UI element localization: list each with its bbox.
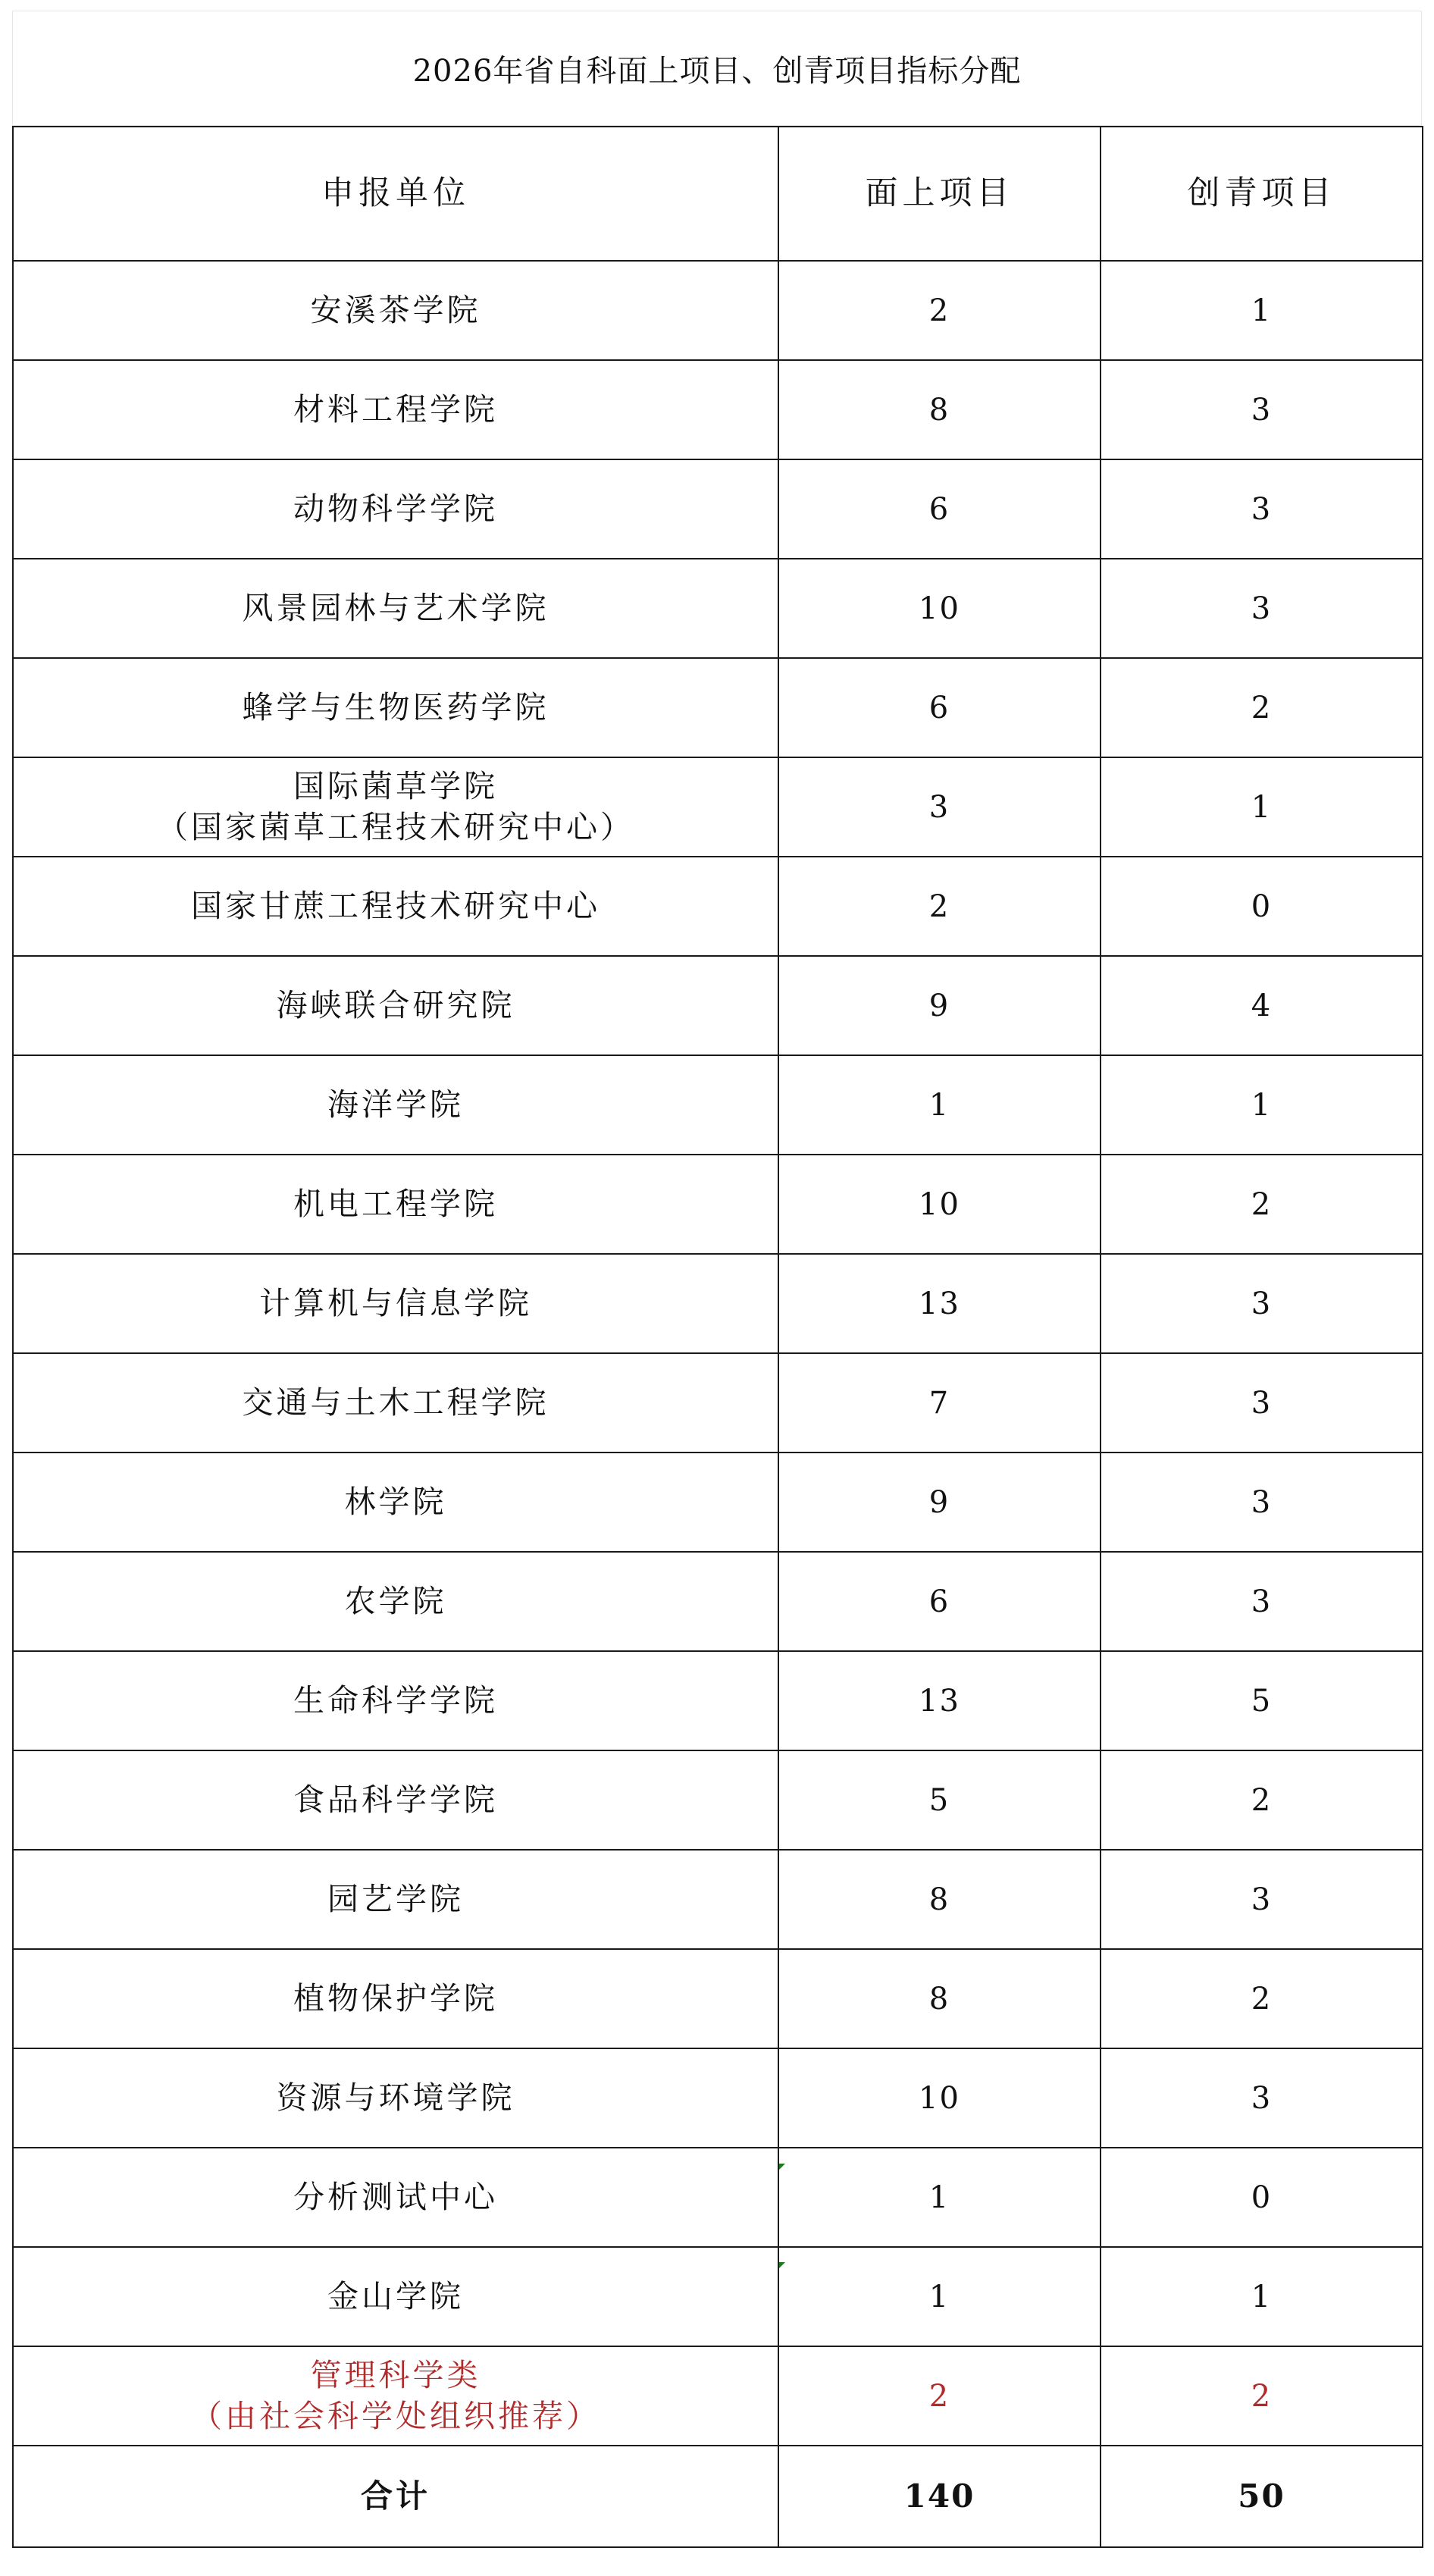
unit-name: 动物科学学院 (293, 490, 498, 527)
total-youth: 50 (1101, 2446, 1423, 2547)
unit-name: 风景园林与艺术学院 (242, 589, 549, 626)
youth-count: 0 (1101, 2148, 1423, 2247)
table-row (13, 1453, 1423, 1552)
unit-cell (13, 1453, 778, 1552)
general-count: 6 (778, 459, 1101, 559)
youth-count: 2 (1101, 1750, 1423, 1850)
unit-name: 机电工程学院 (293, 1185, 498, 1222)
unit-name: 农学院 (344, 1582, 447, 1619)
general-count: 8 (778, 360, 1101, 459)
youth-count: 2 (1101, 1155, 1423, 1254)
table-row (13, 1750, 1423, 1850)
unit-name: 海峡联合研究院 (276, 986, 515, 1023)
youth-count: 1 (1101, 261, 1423, 360)
general-count: 1 (778, 2247, 1101, 2346)
youth-count: 3 (1101, 1850, 1423, 1949)
table-row (13, 1055, 1423, 1155)
unit-cell (13, 2346, 778, 2446)
allocation-table (12, 126, 1423, 2548)
total-row (13, 2446, 1423, 2547)
unit-name: 材料工程学院 (293, 390, 498, 428)
table-row (13, 857, 1423, 956)
unit-name: 蜂学与生物医药学院 (242, 688, 549, 725)
document-sheet (12, 11, 1422, 2565)
unit-cell (13, 658, 778, 757)
general-count: 6 (778, 1552, 1101, 1651)
youth-count: 2 (1101, 658, 1423, 757)
total-label: 合计 (13, 2446, 778, 2547)
unit-cell (13, 1552, 778, 1651)
youth-count: 1 (1101, 1055, 1423, 1155)
unit-cell (13, 1651, 778, 1750)
unit-cell (13, 1353, 778, 1453)
youth-count: 3 (1101, 2048, 1423, 2148)
youth-count: 3 (1101, 459, 1423, 559)
cell-comment-marker (779, 2262, 785, 2268)
cell-comment-marker (779, 2164, 785, 2170)
general-count: 13 (778, 1254, 1101, 1353)
general-count: 2 (778, 857, 1101, 956)
unit-name-note: （由社会科学处组织推荐） (191, 2397, 600, 2434)
table-row (13, 1949, 1423, 2048)
general-count: 1 (778, 2148, 1101, 2247)
table-row (13, 658, 1423, 757)
youth-count: 2 (1101, 2346, 1423, 2446)
unit-cell (13, 2148, 778, 2247)
general-count: 10 (778, 1155, 1101, 1254)
unit-cell (13, 956, 778, 1055)
unit-name: 计算机与信息学院 (259, 1284, 532, 1321)
unit-name: 交通与土木工程学院 (242, 1384, 549, 1421)
unit-name: 食品科学学院 (293, 1781, 498, 1818)
youth-count: 3 (1101, 1254, 1423, 1353)
header-general: 面上项目 (778, 127, 1101, 261)
table-row (13, 2048, 1423, 2148)
general-count: 1 (778, 1055, 1101, 1155)
table-row-highlighted (13, 2346, 1423, 2446)
unit-cell (13, 1254, 778, 1353)
general-count: 6 (778, 658, 1101, 757)
unit-cell (13, 1949, 778, 2048)
general-count: 2 (778, 261, 1101, 360)
table-row (13, 1155, 1423, 1254)
unit-name: 分析测试中心 (293, 2178, 498, 2215)
youth-count: 3 (1101, 360, 1423, 459)
unit-cell (13, 360, 778, 459)
table-row (13, 261, 1423, 360)
unit-name: 林学院 (344, 1483, 447, 1520)
general-count: 10 (778, 559, 1101, 658)
unit-name: 国际菌草学院 (293, 768, 498, 805)
youth-count: 5 (1101, 1651, 1423, 1750)
table-row (13, 360, 1423, 459)
general-count: 8 (778, 1850, 1101, 1949)
table-row (13, 1552, 1423, 1651)
table-row (13, 459, 1423, 559)
unit-name: 生命科学学院 (293, 1681, 498, 1719)
unit-cell (13, 1055, 778, 1155)
general-count: 8 (778, 1949, 1101, 2048)
unit-cell (13, 857, 778, 956)
youth-count: 3 (1101, 1353, 1423, 1453)
general-count: 9 (778, 1453, 1101, 1552)
table-row (13, 2247, 1423, 2346)
youth-count: 2 (1101, 1949, 1423, 2048)
unit-name: 资源与环境学院 (276, 2079, 515, 2116)
table-row (13, 1850, 1423, 1949)
general-count: 10 (778, 2048, 1101, 2148)
table-row (13, 1651, 1423, 1750)
unit-cell (13, 559, 778, 658)
youth-count: 3 (1101, 1453, 1423, 1552)
general-count: 3 (778, 757, 1101, 857)
unit-name: 国家甘蔗工程技术研究中心 (191, 887, 600, 924)
unit-cell (13, 2048, 778, 2148)
table-row (13, 2148, 1423, 2247)
youth-count: 0 (1101, 857, 1423, 956)
table-row (13, 559, 1423, 658)
unit-cell (13, 261, 778, 360)
table-row (13, 1254, 1423, 1353)
youth-count: 4 (1101, 956, 1423, 1055)
unit-cell (13, 2247, 778, 2346)
unit-name: 植物保护学院 (293, 1979, 498, 2017)
unit-cell (13, 757, 778, 857)
general-count: 9 (778, 956, 1101, 1055)
general-count: 5 (778, 1750, 1101, 1850)
unit-cell (13, 1750, 778, 1850)
total-general: 140 (778, 2446, 1101, 2547)
youth-count: 1 (1101, 2247, 1423, 2346)
header-unit: 申报单位 (13, 127, 778, 261)
unit-cell (13, 459, 778, 559)
header-youth: 创青项目 (1101, 127, 1423, 261)
general-count: 7 (778, 1353, 1101, 1453)
general-count: 13 (778, 1651, 1101, 1750)
unit-name: 海洋学院 (327, 1086, 464, 1123)
unit-name: 园艺学院 (327, 1880, 464, 1917)
youth-count: 3 (1101, 559, 1423, 658)
table-row (13, 956, 1423, 1055)
unit-name: 管理科学类 (310, 2357, 481, 2394)
unit-cell (13, 1850, 778, 1949)
youth-count: 3 (1101, 1552, 1423, 1651)
table-row (13, 757, 1423, 857)
unit-name-note: （国家菌草工程技术研究中心） (157, 808, 634, 845)
table-row (13, 1353, 1423, 1453)
table-header-row (13, 127, 1423, 261)
general-count: 2 (778, 2346, 1101, 2446)
youth-count: 1 (1101, 757, 1423, 857)
unit-name: 安溪茶学院 (310, 291, 481, 328)
unit-cell (13, 1155, 778, 1254)
page-title: 2026年省自科面上项目、创青项目指标分配 (12, 11, 1422, 126)
unit-name: 金山学院 (327, 2277, 464, 2314)
